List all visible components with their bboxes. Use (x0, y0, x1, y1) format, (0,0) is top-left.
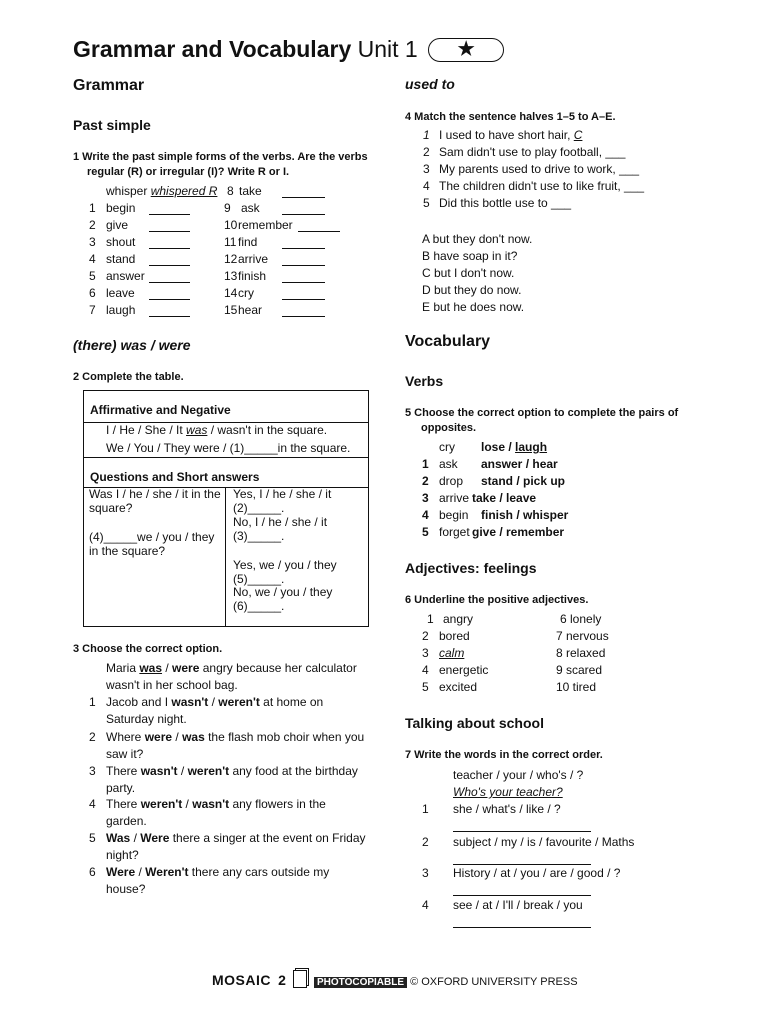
ex4-item: My parents used to drive to work, ___ (439, 162, 640, 176)
ex7-example-answer: Who's your teacher? (453, 785, 563, 799)
ex5-options: stand / pick up (481, 474, 566, 488)
ex6-number: 1 (427, 612, 434, 626)
ex5-word: drop (439, 474, 464, 488)
ex6-word: excited (439, 680, 478, 694)
answer-line (282, 265, 325, 266)
answer-line (149, 316, 190, 317)
answer-line (282, 197, 325, 198)
ex5-number: 3 (422, 491, 429, 505)
school-heading: Talking about school (405, 715, 544, 731)
ex5-word: arrive (439, 491, 470, 505)
ex6-word: bored (439, 629, 470, 643)
ex6-word: angry (443, 612, 474, 626)
footer-page-number: 2 (278, 972, 286, 988)
star-icon: ★ (457, 39, 475, 60)
answer-line (282, 316, 325, 317)
ex6-word: energetic (439, 663, 489, 677)
footer (212, 970, 578, 988)
ex4-number: 1 (423, 128, 430, 142)
ex5-instruction: 5 Choose the correct option to complete the pairs of opposites. (405, 407, 679, 434)
ex3-item: Jacob and I wasn't / weren't at home on Saturday night. (106, 695, 324, 726)
ex6-item: 9 scared (556, 663, 603, 677)
ex1-example-answer: whispered R (150, 184, 218, 198)
ex6-number: 2 (422, 629, 429, 643)
ex4-number: 5 (423, 196, 430, 210)
there-was-heading: (there) was / were (73, 337, 191, 353)
table-a2: No, I / he / she / it (3)_____. (233, 515, 328, 543)
ex3-item: Was / Were there a singer at the event on Friday night? (106, 831, 366, 862)
ex3-item: Where were / was the flash mob choir when you saw it? (106, 730, 365, 761)
answer-line (453, 927, 591, 928)
table-q-heading: Questions and Short answers (90, 470, 260, 484)
table-aff-row-2: We / You / They were / (1)_____in the square. (106, 441, 351, 455)
answer-line (149, 265, 190, 266)
answer-line (149, 231, 190, 232)
footer-press: © OXFORD UNIVERSITY PRESS (410, 976, 578, 988)
ex5-options: answer / hear (481, 457, 558, 471)
table-q2: (4)_____we / you / they in the square? (89, 530, 215, 558)
ex6-item: 7 nervous (556, 629, 609, 643)
ex7-number: 2 (422, 835, 429, 849)
adjectives-heading: Adjectives: feelings (405, 560, 537, 576)
ex1-example: whisper whispered R (106, 184, 218, 198)
copy-icon (293, 970, 307, 988)
answer-line (149, 214, 190, 215)
ex3-number: 5 (89, 831, 96, 845)
ex6-instruction: 6 Underline the positive adjectives. (405, 594, 589, 606)
ex5-number: 4 (422, 508, 429, 522)
ex5-word: begin (439, 508, 469, 522)
answer-line (282, 248, 325, 249)
table-aff-heading: Affirmative and Negative (90, 403, 231, 417)
ex3-number: 1 (89, 695, 96, 709)
ex3-item: There weren't / wasn't any flowers in the garden. (106, 797, 326, 828)
ex7-number: 3 (422, 866, 429, 880)
answer-line (282, 299, 325, 300)
ex3-number: 6 (89, 865, 96, 879)
ex6-item: 8 relaxed (556, 646, 606, 660)
grammar-heading: Grammar (73, 77, 145, 94)
ex6-item: 10 tired (556, 680, 597, 694)
ex5-number: 5 (422, 525, 429, 539)
answer-line (453, 831, 591, 832)
answer-line (298, 231, 340, 232)
ex6-item: 6 lonely (560, 612, 602, 626)
ex7-instruction: 7 Write the words in the correct order. (405, 749, 603, 761)
ex6-number: 5 (422, 680, 429, 694)
ex5-word: ask (439, 457, 458, 471)
ex3-example: Maria was / were angry because her calculator wasn't in her school bag. (106, 661, 357, 692)
ex4-ending: D but they do now. (422, 283, 522, 297)
unit-label: Unit 1 (357, 36, 418, 62)
ex4-example-answer: C (573, 128, 583, 142)
ex4-number: 3 (423, 162, 430, 176)
vocabulary-heading: Vocabulary (405, 333, 491, 350)
ex1-instruction: 1 Write the past simple forms of the verbs. Are the verbs regular (R) or irregular (I)? Write R or I. (73, 151, 368, 178)
answer-line (453, 864, 591, 865)
ex7-example: teacher / your / who's / ? (453, 768, 584, 782)
ex7-number: 1 (422, 802, 429, 816)
ex5-number: 2 (422, 474, 429, 488)
ex4-ending: B have soap in it? (422, 249, 518, 263)
ex3-item: There wasn't / weren't any food at the birthday party. (106, 764, 358, 795)
answer-line (453, 895, 591, 896)
ex6-number: 4 (422, 663, 429, 677)
ex4-item: Sam didn't use to play football, ___ (439, 145, 626, 159)
page-title: Grammar and Vocabulary Unit 1 ★ (73, 36, 504, 63)
ex3-number: 4 (89, 797, 96, 811)
photocopiable-badge: PHOTOCOPIABLE (314, 977, 407, 988)
answer-line (149, 282, 190, 283)
table-aff-row-1: I / He / She / It was / wasn't in the square. (106, 423, 328, 437)
footer-brand: MOSAIC (212, 972, 271, 988)
ex5-word: forget (439, 525, 470, 539)
ex5-number: 1 (422, 457, 429, 471)
answer-line (149, 299, 190, 300)
ex7-item: History / at / you / are / good / ? (453, 866, 621, 880)
table-a1: Yes, I / he / she / it (2)_____. (233, 487, 332, 515)
ex6-word: calm (439, 646, 465, 660)
ex2-instruction: 2 Complete the table. (73, 371, 184, 383)
ex3-item: Were / Weren't there any cars outside my house? (106, 865, 330, 896)
ex4-instruction: 4 Match the sentence halves 1–5 to A–E. (405, 111, 616, 123)
ex7-number: 4 (422, 898, 429, 912)
ex5-example: cry lose / laugh (439, 440, 548, 454)
ex4-ending: C but I don't now. (422, 266, 515, 280)
ex5-options: take / leave (472, 491, 537, 505)
ex4-item: The children didn't use to like fruit, ___ (439, 179, 645, 193)
answer-line (282, 282, 325, 283)
ex4-ending: A but they don't now. (422, 232, 533, 246)
ex4-number: 4 (423, 179, 430, 193)
verbs-heading: Verbs (405, 373, 444, 389)
ex7-item: she / what's / like / ? (453, 802, 561, 816)
ex7-item: subject / my / is / favourite / Maths (453, 835, 635, 849)
table-a4: No, we / you / they (6)_____. (233, 585, 333, 613)
answer-line (149, 248, 190, 249)
table-q1: Was I / he / she / it in the square? (89, 487, 221, 515)
ex3-number: 3 (89, 764, 96, 778)
ex3-number: 2 (89, 730, 96, 744)
past-simple-heading: Past simple (73, 117, 151, 133)
ex4-ending: E but he does now. (422, 300, 525, 314)
ex4-item: Did this bottle use to ___ (439, 196, 572, 210)
used-to-heading: used to (405, 76, 455, 92)
answer-line (282, 214, 325, 215)
table-a3: Yes, we / you / they (5)_____. (233, 558, 337, 586)
ex5-options: give / remember (472, 525, 565, 539)
ex6-number: 3 (422, 646, 429, 660)
ex7-item: see / at / I'll / break / you (453, 898, 583, 912)
ex4-number: 2 (423, 145, 430, 159)
ex4-item: I used to have short hair, C (439, 128, 583, 142)
ex3-instruction: 3 Choose the correct option. (73, 643, 223, 655)
star-badge (428, 38, 504, 62)
ex5-options: finish / whisper (481, 508, 569, 522)
